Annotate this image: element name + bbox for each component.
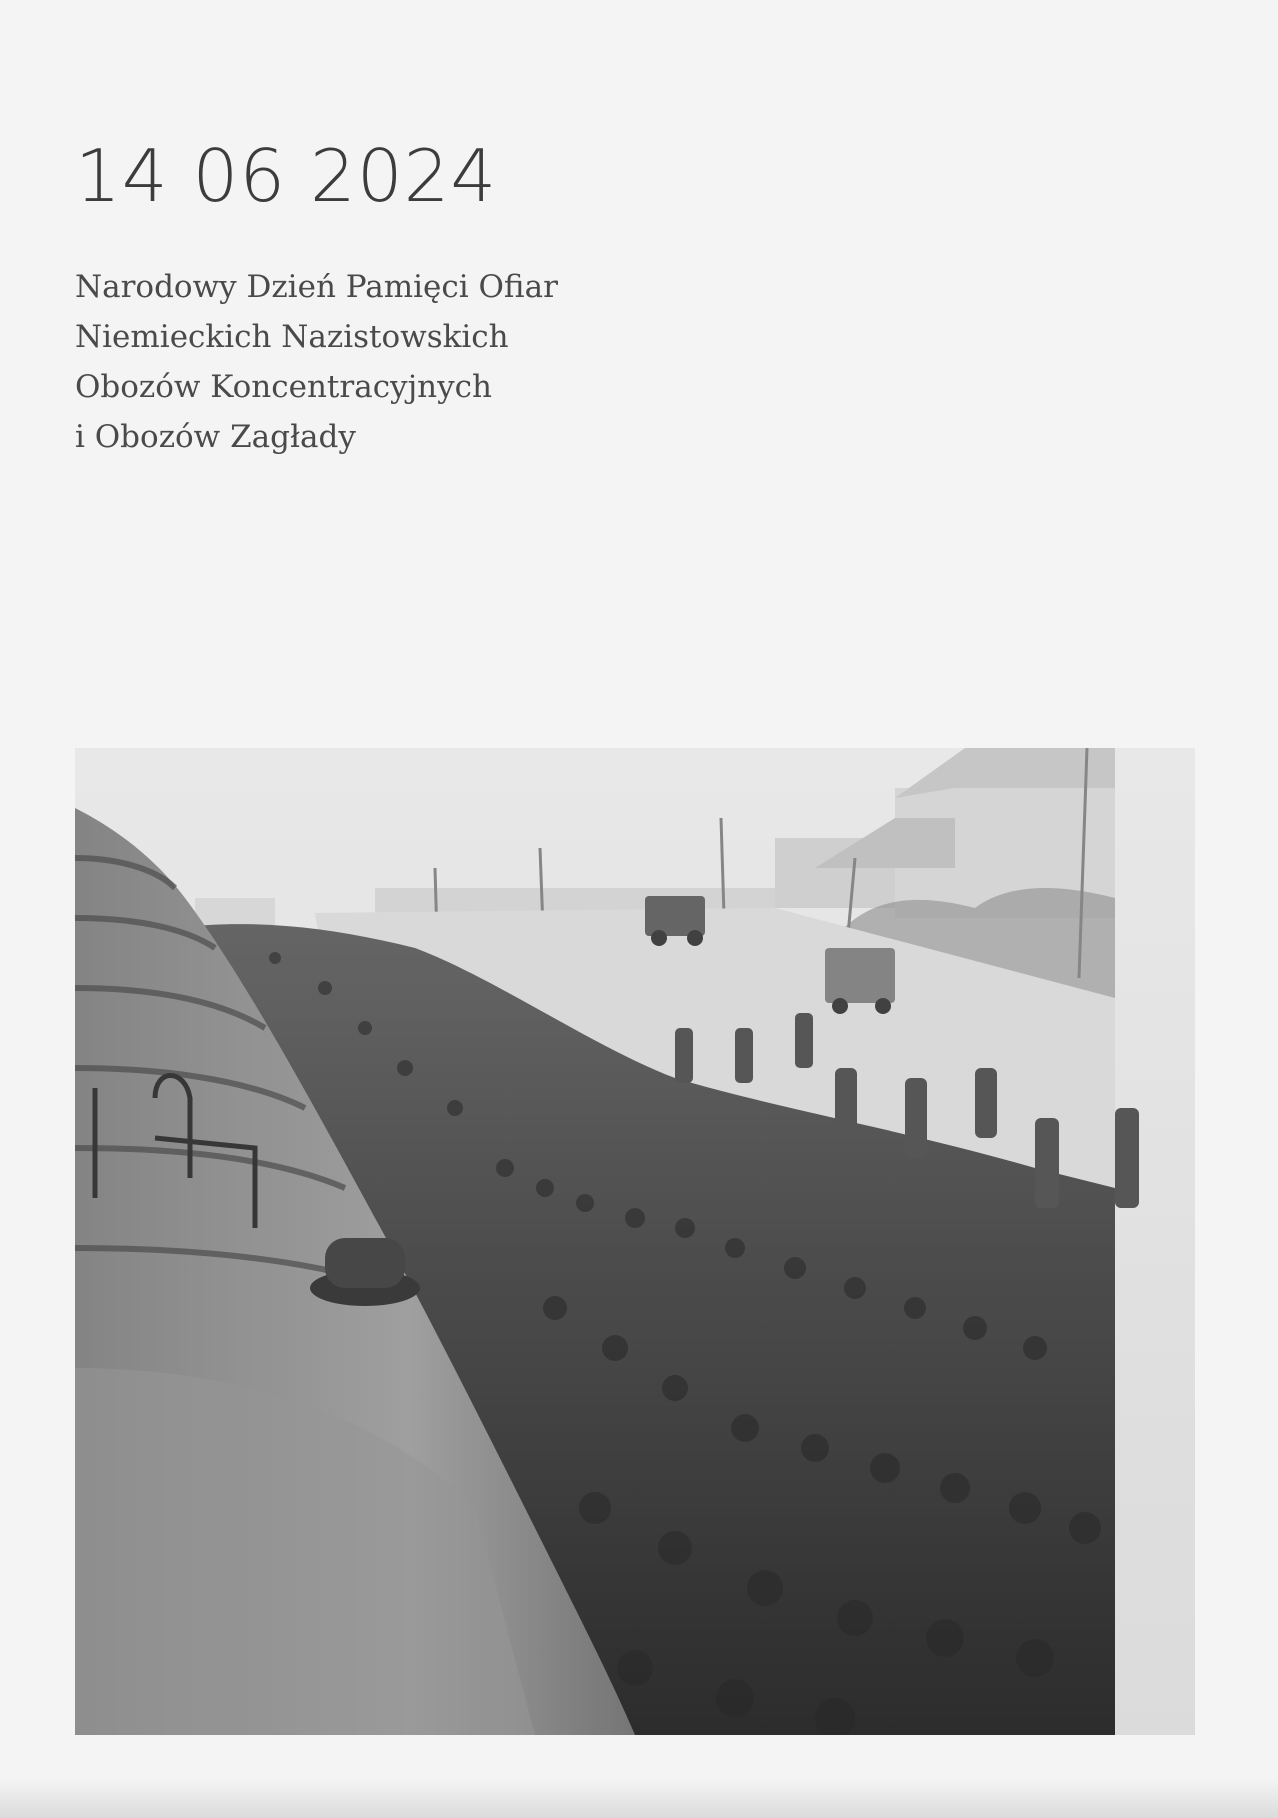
event-title-line-4: i Obozów Zagłady xyxy=(75,419,356,455)
event-title-line-1: Narodowy Dzień Pamięci Ofiar xyxy=(75,269,558,305)
event-title-line-3: Obozów Koncentracyjnych xyxy=(75,369,492,405)
event-title xyxy=(75,262,715,462)
historical-photograph xyxy=(75,748,1195,1735)
event-title-line-2: Niemieckich Nazistowskich xyxy=(75,319,509,355)
event-date: 14 06 2024 xyxy=(75,134,498,218)
bottom-shadow xyxy=(0,1778,1278,1818)
